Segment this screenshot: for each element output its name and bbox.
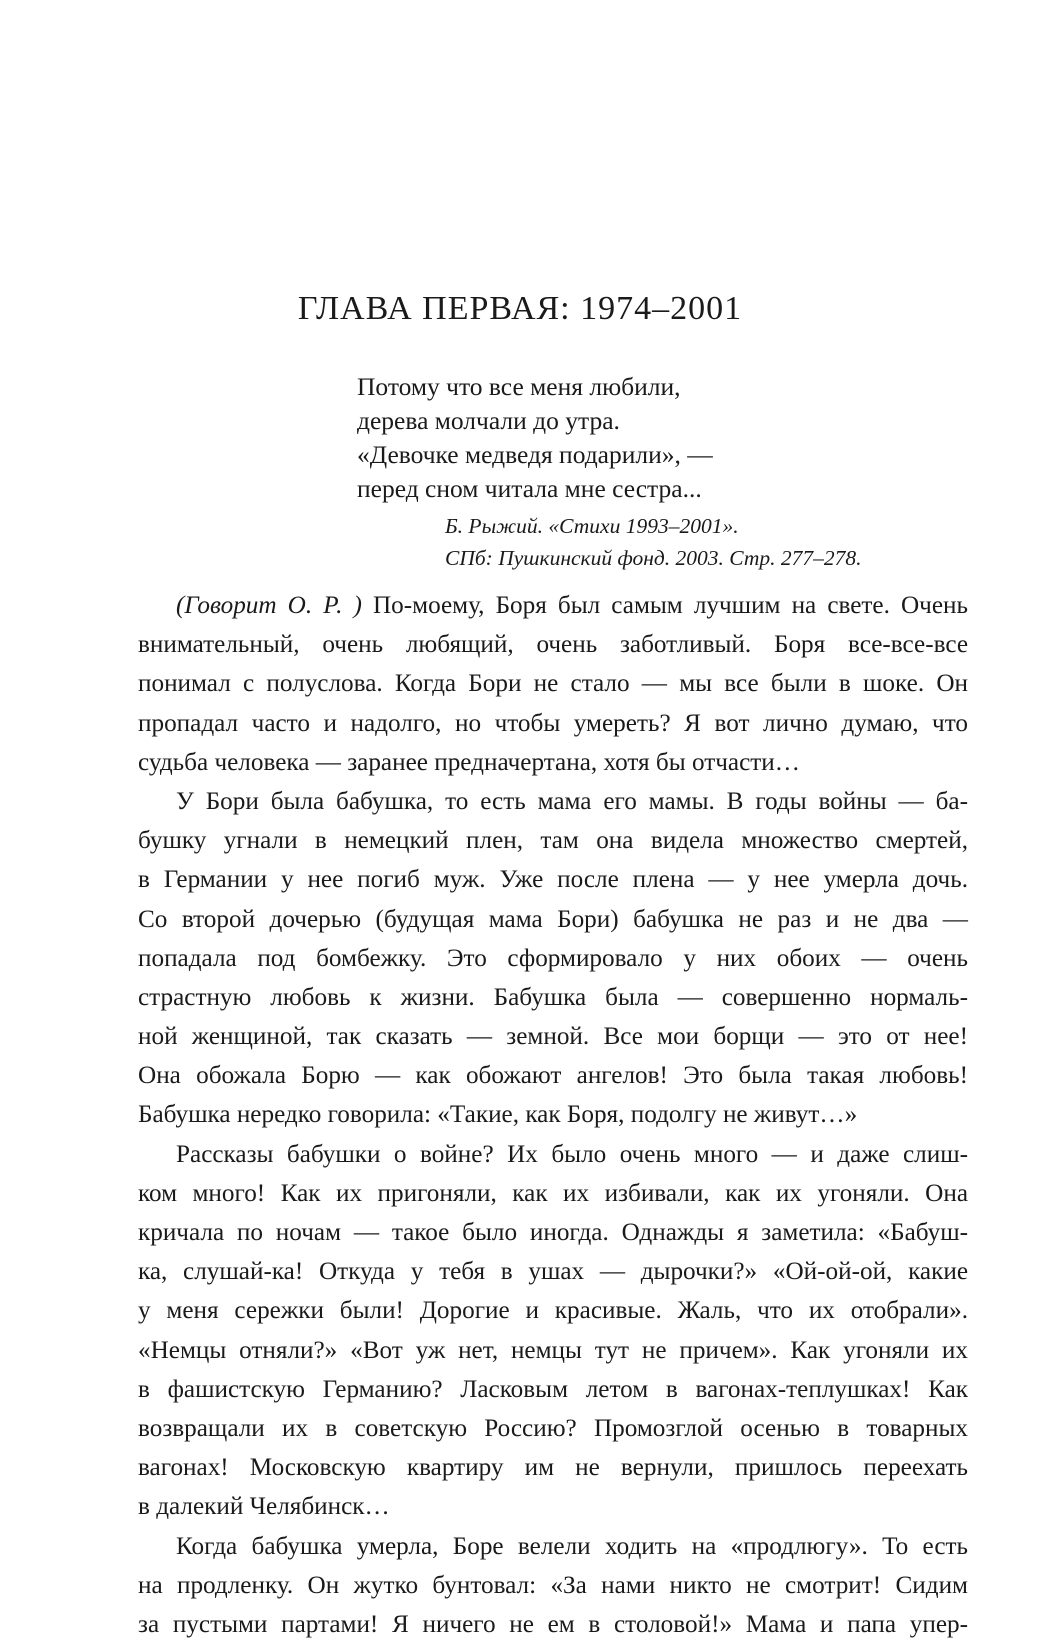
text-line	[138, 1487, 968, 1526]
text-line	[138, 743, 968, 782]
line-text: У Бори была бабушка, то есть мама его мамы. В годы войны — ба-	[176, 787, 968, 815]
line-text: ка, слушай-ка! Откуда у тебя в ушах — дырочки?» «Ой-ой-ой, какие	[138, 1258, 968, 1286]
line-text: Бабушка нередко говорила: «Такие, как Боря, подолгу не живут…»	[138, 1101, 858, 1129]
line-text: ной женщиной, так сказать — земной. Все мои борщи — это от нее!	[138, 1023, 968, 1051]
text-line	[138, 978, 968, 1017]
text-line	[138, 782, 968, 821]
text-line	[138, 1566, 968, 1605]
text-line	[138, 1095, 968, 1134]
line-text: понимал с полуслова. Когда Бори не стало — мы все были в шоке. Он	[138, 670, 968, 698]
text-line	[138, 1409, 968, 1448]
epigraph-line: перед сном читала мне сестра...	[357, 474, 702, 503]
text-line	[138, 900, 968, 939]
line-text: пропадал часто и надолго, но чтобы умереть? Я вот лично думаю, что	[138, 709, 968, 737]
line-text: в Германии у нее погиб муж. Уже после плена — у нее умерла дочь.	[138, 866, 968, 894]
text-line	[138, 625, 968, 664]
epigraph-attribution	[445, 510, 965, 574]
line-text: за пустыми партами! Я ничего не ем в столовой!» Мама и папа упер-	[138, 1610, 968, 1638]
text-line	[138, 821, 968, 860]
epigraph-line: Потому что все меня любили,	[357, 372, 681, 401]
text-line	[138, 1448, 968, 1487]
line-text: в далекий Челябинск…	[138, 1493, 390, 1521]
text-line	[138, 1135, 968, 1174]
text-line	[138, 1252, 968, 1291]
text-line	[138, 1291, 968, 1330]
body-text	[138, 586, 968, 1644]
text-line	[138, 1174, 968, 1213]
line-text: внимательный, очень любящий, очень заботливый. Боря все-все-все	[138, 631, 968, 659]
line-text: «Немцы отняли?» «Вот уж нет, немцы тут не причем». Как угоняли их	[138, 1336, 968, 1364]
text-line	[138, 1017, 968, 1056]
line-text: Со второй дочерью (будущая мама Бори) бабушка не раз и не два —	[138, 905, 968, 933]
epigraph	[357, 370, 957, 506]
line-text: Она обожала Борю — как обожают ангелов! Это была такая любовь!	[138, 1062, 968, 1090]
text-line	[138, 704, 968, 743]
text-line	[138, 1331, 968, 1370]
text-line	[138, 664, 968, 703]
attribution-publisher: СПб: Пушкинский фонд. 2003. Стр. 277–278.	[445, 546, 862, 570]
speaker-label: (Говорит О. Р. )	[176, 592, 362, 619]
text-line	[138, 939, 968, 978]
text-line	[138, 1527, 968, 1566]
line-text: вагонах! Московскую квартиру им не вернули, пришлось переехать	[138, 1454, 968, 1482]
text-line	[138, 1370, 968, 1409]
epigraph-line: дерева молчали до утра.	[357, 406, 620, 435]
line-text: у меня сережки были! Дорогие и красивые. Жаль, что их отобрали».	[138, 1297, 968, 1325]
chapter-title: ГЛАВА ПЕРВАЯ: 1974–2001	[297, 290, 743, 327]
line-text: в фашистскую Германию? Ласковым летом в вагонах-теплушках! Как	[138, 1375, 968, 1403]
text-line	[138, 860, 968, 899]
epigraph-line: «Девочке медведя подарили», —	[357, 440, 713, 469]
attribution-author: Б. Рыжий. «Стихи 1993–2001».	[445, 514, 739, 538]
text-line	[138, 586, 968, 625]
text-line	[138, 1056, 968, 1095]
line-text: бушку угнали в немецкий плен, там она видела множество смертей,	[138, 827, 968, 855]
text-line	[138, 1213, 968, 1252]
line-text: Когда бабушка умерла, Боре велели ходить на «продлюгу». То есть	[176, 1532, 968, 1560]
line-text: возвращали их в советскую Россию? Промозглой осенью в товарных	[138, 1414, 968, 1442]
line-text: По-моему, Боря был самым лучшим на свете. Очень	[361, 592, 968, 619]
line-text: судьба человека — заранее предначертана, хотя бы отчасти…	[138, 748, 800, 776]
text-line	[138, 1605, 968, 1644]
line-text: на продленку. Он жутко бунтовал: «За нами никто не смотрит! Сидим	[138, 1571, 968, 1599]
line-text: ком много! Как их пригоняли, как их избивали, как их угоняли. Она	[138, 1179, 968, 1207]
line-text: Рассказы бабушки о войне? Их было очень много — и даже слиш-	[176, 1140, 968, 1168]
line-text: попадала под бомбежку. Это сформировало у них обоих — очень	[138, 944, 968, 972]
line-text: кричала по ночам — такое было иногда. Однажды я заметила: «Бабуш-	[138, 1219, 968, 1246]
line-text: страстную любовь к жизни. Бабушка была — совершенно нормаль-	[138, 983, 968, 1011]
